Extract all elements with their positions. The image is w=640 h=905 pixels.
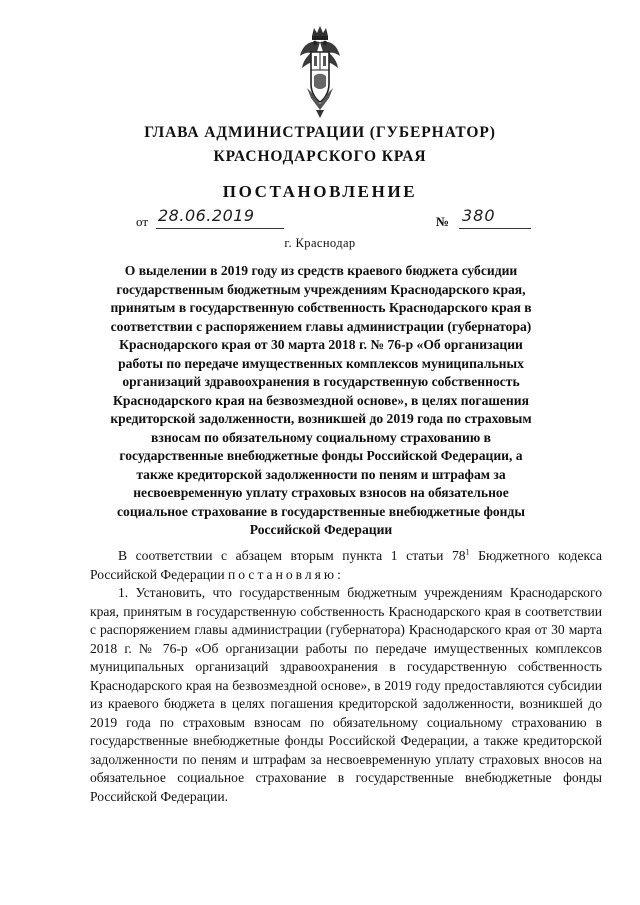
date-label: от xyxy=(136,214,149,229)
authority-title-line2: КРАСНОДАРСКОГО КРАЯ xyxy=(213,148,427,165)
preamble-superscript: 1 xyxy=(465,547,470,557)
preamble-text-part2: Бюджетного кодекса Российской Федерации xyxy=(90,548,602,582)
number-underline xyxy=(459,228,531,229)
date-value: 28.06.2019 xyxy=(158,206,255,225)
number-label: № xyxy=(436,214,450,229)
number-value: 380 xyxy=(462,206,496,225)
authority-title-line1: ГЛАВА АДМИНИСТРАЦИИ (ГУБЕРНАТОР) xyxy=(144,124,496,141)
city-name: г. Краснодар xyxy=(284,236,356,250)
document-type-title: ПОСТАНОВЛЕНИЕ xyxy=(222,182,418,201)
item-1-paragraph: 1. Установить, что государственным бюджетным учреждениям Краснодарского края, принятым в государственную собственность Краснодарского края в соответствии с распоряжением главы администрации (губернатора) Краснодарского края от 30 марта 2018 г. № 76-р «Об организации работы по передаче имущественных комплексов муниципальных организаций здравоохранения в государственную собственность Краснодарского края на безвозмездной основе», в 2019 году предоставляются субсидии из краевого бюджета в целях погашения кредиторской задолженности, возникшей до 2019 года по страховым взносам по обязательному социальному страхованию в государственные внебюджетные фонды Российской Федерации, а также кредиторской задолженности по пеням и штрафам за несвоевременную уплату страховых вносов на обязательное социальное страхование в государственные внебюджетные фонды Российской Федерации. xyxy=(90,585,602,804)
date-underline xyxy=(156,228,284,229)
preamble-paragraph xyxy=(90,547,602,584)
document-heading: О выделении в 2019 году из средств краевого бюджета субсидии государственным бюджетным учреждениям Краснодарского края, принятым в государственную собственность Краснодарского края в соответствии с распоряжением главы администрации (губернатора) Краснодарского края от 30 марта 2018 г. № 76-р «Об организации работы по передаче имущественных комплексов муниципальных организаций здравоохранения в государственную собственность Краснодарского края на безвозмездной основе», в целях погашения кредиторской задолженности, возникшей до 2019 года по страховым взносам по обязательному социальному страхованию в государственные внебюджетные фонды Российской Федерации, а также кредиторской задолженности по пеням и штрафам за несвоевременную уплату страховых взносов на обязательное социальное страхование в государственные внебюджетные фонды Российской Федерации xyxy=(110,263,532,537)
preamble-text-part1: В соответствии с абзацем вторым пункта 1 статьи 78 xyxy=(118,548,466,563)
preamble-resolve-word: постановляю: xyxy=(228,566,344,582)
coat-of-arms-icon xyxy=(299,26,341,118)
